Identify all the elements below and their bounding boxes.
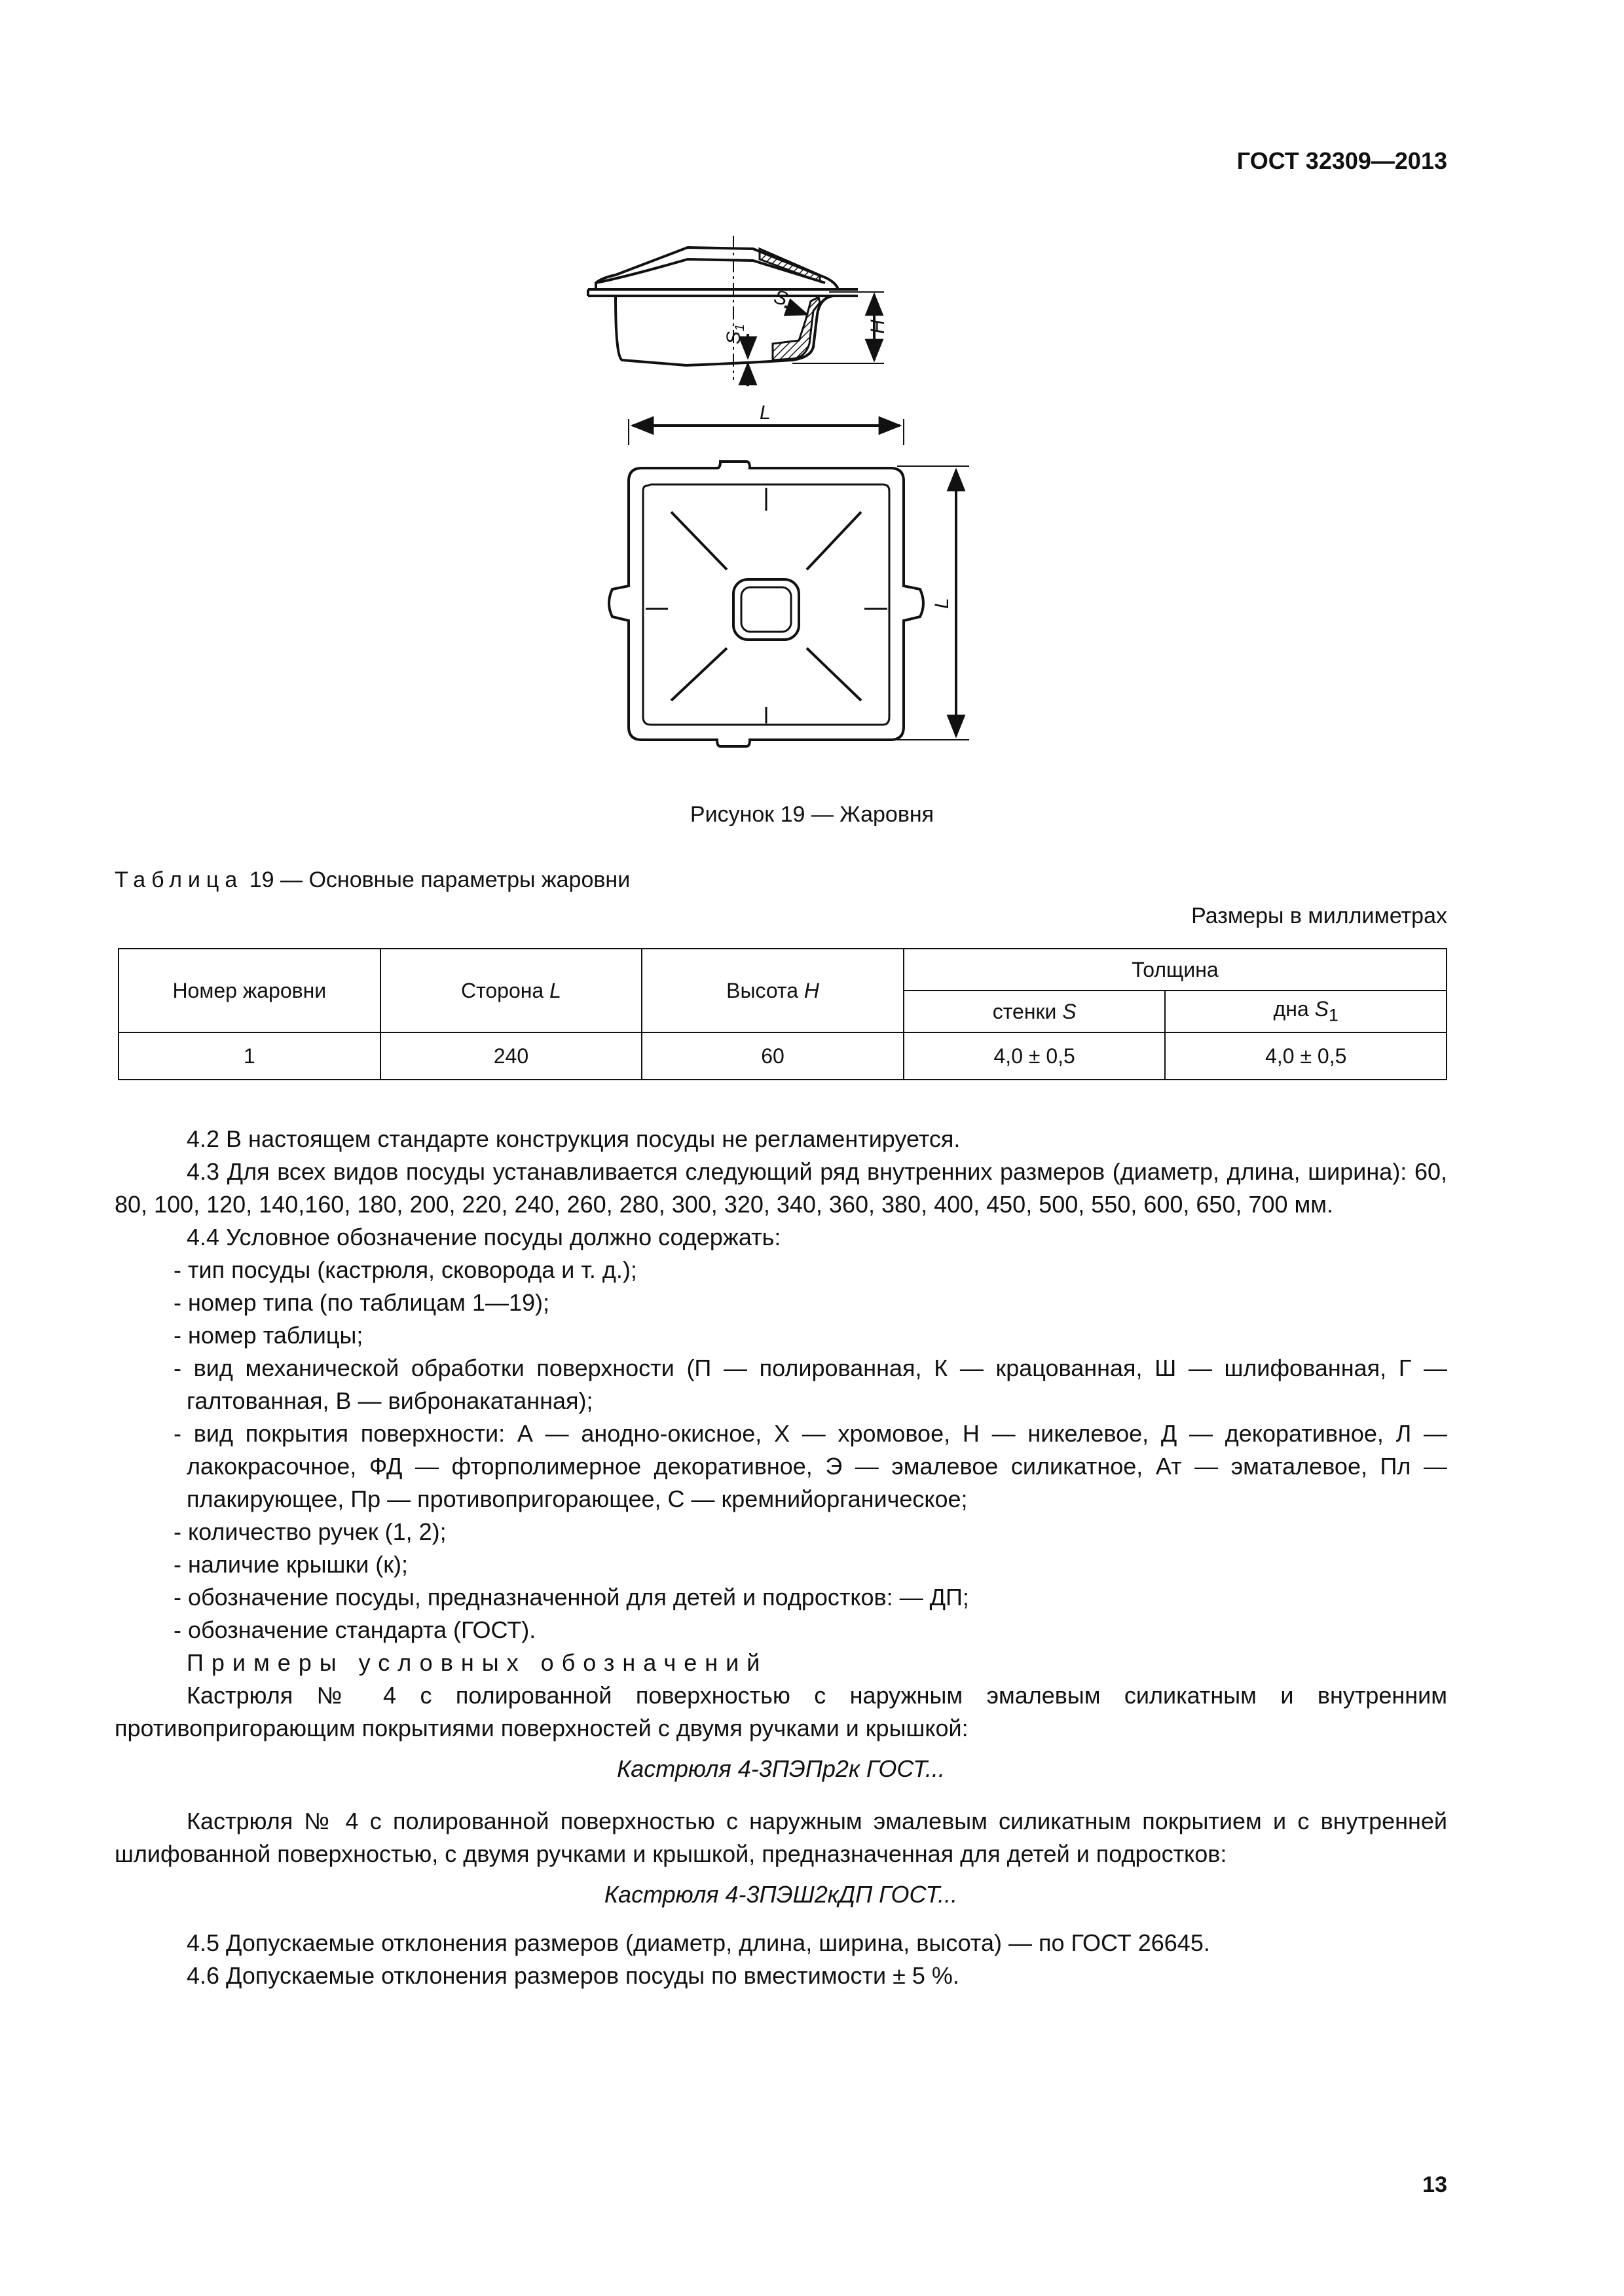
header-number: Номер жаровни bbox=[119, 949, 380, 1032]
figure-caption: Рисунок 19 — Жаровня bbox=[690, 802, 934, 827]
standard-code: ГОСТ 32309—2013 bbox=[1236, 147, 1447, 174]
header-bottom: дна $S_1$ bbox=[1165, 991, 1447, 1032]
cell-side: 240 bbox=[380, 1032, 642, 1080]
table-row bbox=[119, 1032, 1447, 1080]
examples-heading: Примеры условных обозначений bbox=[187, 1649, 768, 1676]
h-label: H bbox=[867, 319, 889, 334]
l-top-label: L bbox=[760, 402, 771, 424]
paragraph-4-4: 4.4 Условное обозначение посуды должно содержать: bbox=[187, 1224, 781, 1250]
table-title: Таблица 19 — Основные параметры жаровни bbox=[115, 867, 631, 892]
parameters-table bbox=[118, 948, 1447, 1080]
cell-wall: 4,0 ± 0,5 bbox=[904, 1032, 1166, 1080]
l-side-label: L bbox=[931, 598, 953, 609]
list-item: - количество ручек (1, 2); bbox=[174, 1518, 447, 1545]
page-number: 13 bbox=[1422, 2172, 1447, 2197]
list-item: - наличие крышки (к); bbox=[174, 1551, 409, 1578]
example-2-text: Кастрюля № 4 с полированной поверхностью с наружным эмалевым силикатным покрытием и с внутренней шлифованной поверхностью, с двумя ручками и крышкой, предназначенная для детей и подростков: bbox=[115, 1808, 1447, 1867]
list-item: - вид покрытия поверхности: А — анодно-окисное, X — хромовое, Н — никелевое, Д — декоративное, Л — лакокрасочное, ФД — фторполимерное декоративное, Э — эмалевое силикатное, Ат — эматалевое, Пл — плакирующее, Пр — противопригорающее, С — кремнийорганическое; bbox=[174, 1420, 1447, 1512]
paragraph-4-5: 4.5 Допускаемые отклонения размеров (диаметр, длина, ширина, высота) — по ГОСТ 26645. bbox=[187, 1929, 1210, 1956]
example-2-code: Кастрюля 4-3ПЭШ2кДП ГОСТ... bbox=[604, 1881, 958, 1908]
list-item: - обозначение посуды, предназначенной для детей и подростков: — ДП; bbox=[174, 1584, 969, 1611]
paragraph-4-2: 4.2 В настоящем стандарте конструкция посуды не регламентируется. bbox=[187, 1125, 961, 1152]
header-side: Сторона L bbox=[380, 949, 642, 1032]
header-height: Высота H bbox=[642, 949, 904, 1032]
cell-bottom: 4,0 ± 0,5 bbox=[1165, 1032, 1447, 1080]
cell-number: 1 bbox=[119, 1032, 380, 1080]
header-wall: стенки S bbox=[904, 991, 1166, 1032]
example-1-code: Кастрюля 4-3ПЭПр2к ГОСТ... bbox=[617, 1755, 945, 1782]
list-item: - номер таблицы; bbox=[174, 1322, 363, 1349]
table-units: Размеры в миллиметрах bbox=[1191, 903, 1447, 928]
cell-height: 60 bbox=[642, 1032, 904, 1080]
paragraph-4-6: 4.6 Допускаемые отклонения размеров посуды по вместимости ± 5 %. bbox=[187, 1962, 959, 1989]
list-item: - тип посуды (кастрюля, сковорода и т. д.); bbox=[174, 1256, 637, 1283]
list-item: - обозначение стандарта (ГОСТ). bbox=[174, 1616, 536, 1643]
list-item: - номер типа (по таблицам 1—19); bbox=[174, 1289, 549, 1316]
s-label: S bbox=[771, 285, 790, 310]
roasting-pan-drawing bbox=[576, 229, 1048, 792]
paragraph-4-3: 4.3 Для всех видов посуды устанавливается следующий ряд внутренних размеров (диаметр, длина, ширина): 60, 80, 100, 120, 140,160, 180, 200, 220, 240, 260, 280, 300, 320, 340, 360, 380, 400, 450, 500, 550, 600, 650, 700 мм. bbox=[115, 1158, 1447, 1218]
header-thickness: Толщина bbox=[904, 949, 1447, 991]
s1-label: $S_1$ bbox=[723, 323, 747, 344]
body-text bbox=[115, 1123, 1447, 1992]
list-item: - вид механической обработки поверхности (П — полированная, К — крацованная, Ш — шлифованная, Г — галтованная, В — вибронакатанная); bbox=[174, 1355, 1447, 1414]
example-1-text: Кастрюля № 4 с полированной поверхностью с наружным эмалевым силикатным и внутренним противопригорающим покрытиями поверхностей с двумя ручками и крышкой: bbox=[115, 1682, 1447, 1741]
